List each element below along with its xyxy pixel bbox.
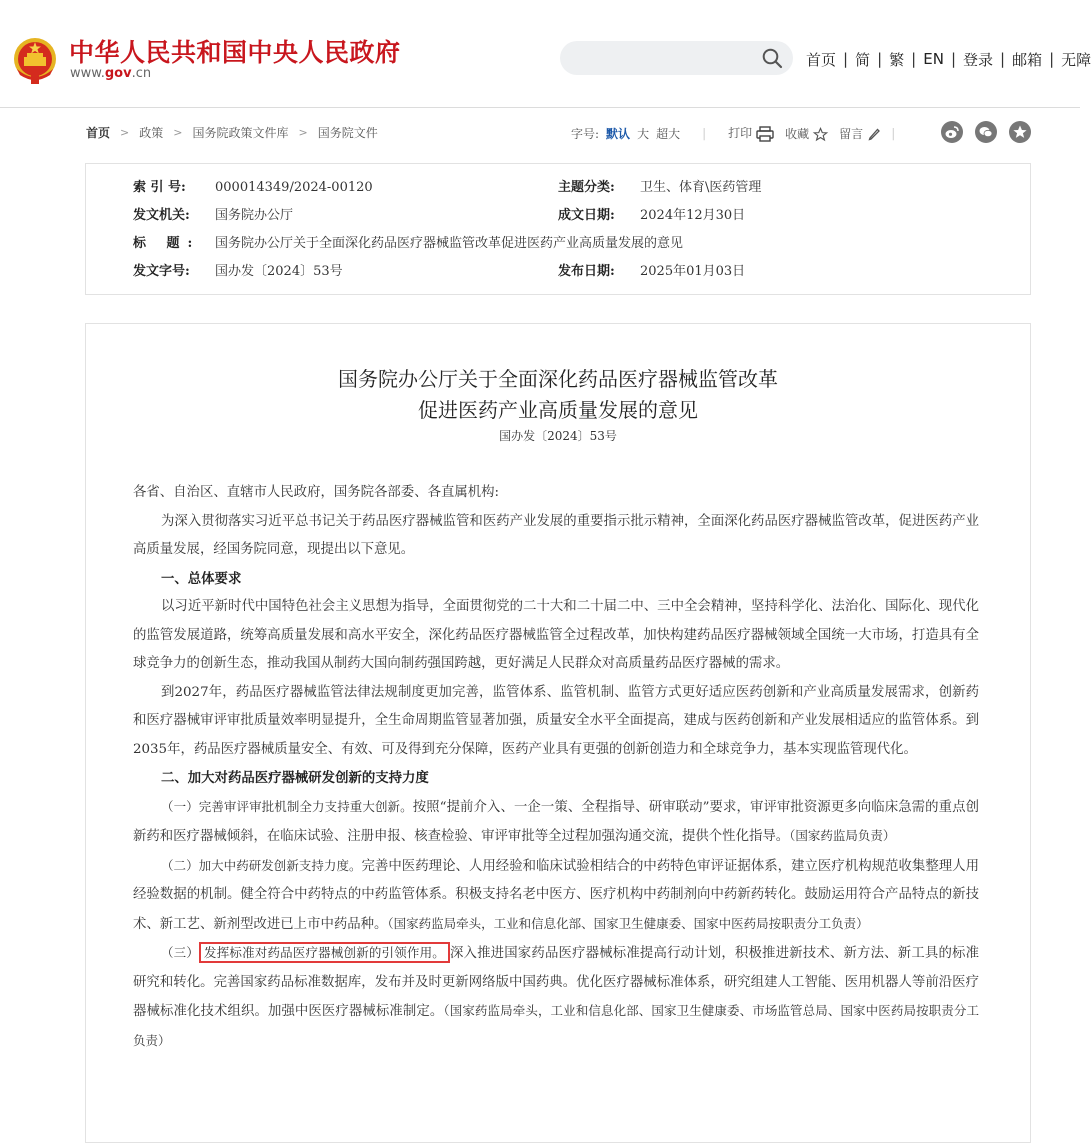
- pencil-icon: [867, 127, 881, 141]
- paragraph: 到2027年，药品医疗器械监管法律法规制度更加完善，监管体系、监管机制、监管方式更好适应医药创新和产业高质量发展需求，创新药和医疗器械审评审批质量效率明显提升，全生命周期监管显著加强，质量安全水平全面提高，建成与医药创新和产业发展相适应的监管体系。到2035年，药品医疗器械质量安全、有效、可及得到充分保障，医药产业具有更强的创新创造力和全球竞争力，基本实现监管现代化。: [133, 684, 979, 757]
- info-title: [133, 232, 683, 251]
- item-body: 按照“提前介入、一企一策、全程指导、研审联动”要求，审评审批资源更多向临床急需的重点创新药和医疗器械倾斜，在临床试验、注册申报、核查检验、审评审批等全过程加强沟通交流，提供个性化指导。: [133, 799, 979, 844]
- font-size-xlarge[interactable]: 超大: [656, 126, 681, 141]
- section-heading: 一、总体要求: [161, 570, 242, 587]
- breadcrumb-policy[interactable]: 政策: [139, 126, 164, 140]
- info-topic: [558, 176, 761, 195]
- salutation: 各省、自治区、直辖市人民政府，国务院各部委、各直属机构:: [133, 485, 500, 500]
- site-header: [0, 0, 1091, 108]
- font-size-large[interactable]: 大: [637, 126, 650, 141]
- search-icon[interactable]: [761, 47, 783, 69]
- doc-number-label: 发文字号:: [133, 264, 190, 279]
- highlighted-lead: 发挥标准对药品医疗器械创新的引领作用。: [199, 942, 450, 963]
- font-size-default[interactable]: 默认: [606, 126, 631, 141]
- item-responsibility: （国家药监局负责）: [789, 828, 896, 843]
- item-paragraph: [133, 939, 979, 1056]
- section-heading: 二、加大对药品医疗器械研发创新的支持力度: [161, 770, 429, 786]
- info-index: [133, 176, 373, 195]
- nav-home[interactable]: 首页: [806, 50, 837, 69]
- item-body: 深入推进国家药品医疗器械标准提高行动计划，积极推进新技术、新方法、新工具的标准研究和转化。完善国家药品标准数据库，发布并及时更新网络版中国药典。优化医疗器械标准体系，研究组建人工智能、医用机器人等前沿医疗器械标准化技术组织。加强中医医疗器械标准制定。: [133, 946, 979, 1019]
- index-value: 000014349/2024-00120: [215, 180, 373, 195]
- item-paragraph: [133, 852, 979, 940]
- nav-mail[interactable]: 邮箱: [1012, 50, 1043, 69]
- intro-paragraph: 为深入贯彻落实习近平总书记关于药品医疗器械监管和医药产业发展的重要指示批示精神，全面深化药品医疗器械监管改革，促进医药产业高质量发展，经国务院同意，现提出以下意见。: [133, 513, 979, 557]
- article-title-line1: 国务院办公厅关于全面深化药品医疗器械监管改革: [338, 367, 778, 391]
- info-issuer: [133, 204, 293, 223]
- topic-value: 卫生、体育\医药管理: [640, 180, 762, 195]
- wechat-share-button[interactable]: [975, 121, 997, 143]
- title-label: 标 题:: [133, 236, 201, 251]
- toolbar-divider: |: [702, 126, 707, 140]
- issuer-label: 发文机关:: [133, 208, 190, 223]
- article-toolbar: [571, 122, 895, 144]
- font-size-label: 字号:: [571, 126, 600, 141]
- chevron-right-icon: >: [120, 126, 130, 139]
- info-doc-number: [133, 260, 343, 279]
- nav-traditional[interactable]: 繁: [889, 50, 905, 69]
- favorite-label: 收藏: [785, 126, 810, 141]
- nav-login[interactable]: 登录: [963, 50, 994, 69]
- breadcrumb-state-council-docs[interactable]: 国务院文件: [317, 126, 378, 140]
- weibo-icon: [944, 124, 960, 140]
- breadcrumb-policy-library[interactable]: 国务院政策文件库: [192, 126, 289, 140]
- nav-simplified[interactable]: 简: [855, 50, 871, 69]
- nav-separator: |: [950, 50, 956, 68]
- national-emblem-icon[interactable]: [12, 35, 58, 85]
- nav-separator: |: [877, 50, 883, 68]
- nav-separator: |: [843, 50, 849, 68]
- item-lead: （一）完善审评审批机制全力支持重大创新。: [161, 798, 413, 814]
- nav-separator: |: [1049, 50, 1055, 68]
- article-title-line2: 促进医药产业高质量发展的意见: [418, 398, 698, 422]
- item-responsibility: （国家药监局牵头，工业和信息化部、国家卫生健康委、市场监管总局、国家中医药局按职责分工负责）: [133, 1003, 979, 1048]
- topic-label: 主题分类:: [558, 180, 615, 195]
- comment-label: 留言: [839, 126, 864, 141]
- nav-accessibility[interactable]: 无障: [1061, 50, 1091, 69]
- article-doc-number: 国办发〔2024〕53号: [499, 429, 617, 443]
- weibo-share-button[interactable]: [941, 121, 963, 143]
- document-info-box: [85, 163, 1031, 295]
- item-paragraph: [133, 793, 979, 852]
- favorite-button[interactable]: [785, 125, 828, 142]
- print-label: 打印: [728, 126, 753, 141]
- top-nav: [806, 48, 1091, 70]
- item-responsibility: （国家药监局牵头，工业和信息化部、国家卫生健康委、国家中医药局按职责分工负责）: [387, 915, 869, 931]
- qzone-share-button[interactable]: [1009, 121, 1031, 143]
- toolbar-divider: |: [891, 126, 896, 140]
- doc-number-value: 国办发〔2024〕53号: [215, 264, 343, 279]
- search-input[interactable]: [560, 41, 793, 75]
- info-publish-date: [558, 260, 745, 279]
- written-date-label: 成文日期:: [558, 208, 615, 223]
- item-lead: （二）加大中药研发创新支持力度。: [161, 857, 362, 873]
- item-prefix: （三）: [161, 945, 200, 960]
- chevron-right-icon: >: [173, 126, 183, 139]
- publish-date-label: 发布日期:: [558, 264, 615, 279]
- index-label: 索 引 号:: [133, 180, 186, 195]
- site-title[interactable]: 中华人民共和国中央人民政府: [69, 38, 401, 67]
- breadcrumb: [86, 124, 378, 141]
- print-button[interactable]: [728, 124, 774, 142]
- item-body: 完善中医药理论、人用经验和临床试验相结合的中药特色审评证据体系，建立医疗机构规范收集整理人用经验数据的机制。健全符合中药特点的中药监管体系。积极支持名老中医方、医疗机构中药制剂向中药新药转化。鼓励运用符合产品特点的新技术、新工艺、新剂型改进已上市中药品种。: [133, 858, 979, 932]
- url-suffix: .cn: [131, 66, 152, 81]
- title-value: 国务院办公厅关于全面深化药品医疗器械监管改革促进医药产业高质量发展的意见: [215, 236, 684, 251]
- qzone-icon: [1012, 124, 1028, 140]
- printer-icon: [756, 126, 774, 142]
- site-url[interactable]: [70, 66, 151, 81]
- nav-separator: |: [1000, 50, 1006, 68]
- chevron-right-icon: >: [298, 126, 308, 139]
- publish-date-value: 2025年01月03日: [640, 264, 746, 279]
- url-gov: gov: [104, 66, 132, 81]
- star-icon: [813, 127, 828, 142]
- wechat-icon: [978, 124, 994, 140]
- issuer-value: 国务院办公厅: [215, 208, 294, 223]
- info-written-date: [558, 204, 745, 223]
- article-body: [85, 323, 1031, 1143]
- written-date-value: 2024年12月30日: [640, 208, 746, 223]
- article-content: [133, 479, 979, 1056]
- paragraph: 以习近平新时代中国特色社会主义思想为指导，全面贯彻党的二十大和二十届二中、三中全会精神，坚持科学化、法治化、国际化、现代化的监管发展道路，统筹高质量发展和高水平安全，深化药品医疗器械监管全过程改革，加快构建药品医疗器械领域全国统一大市场，打造具有全球竞争力的创新生态，推动我国从制药大国向制药强国跨越，更好满足人民群众对高质量药品医疗器械的需求。: [133, 599, 979, 671]
- nav-separator: |: [911, 50, 917, 68]
- url-prefix: www.: [70, 66, 105, 81]
- nav-english[interactable]: EN: [923, 50, 944, 68]
- breadcrumb-home[interactable]: 首页: [86, 126, 111, 140]
- comment-button[interactable]: [839, 125, 881, 142]
